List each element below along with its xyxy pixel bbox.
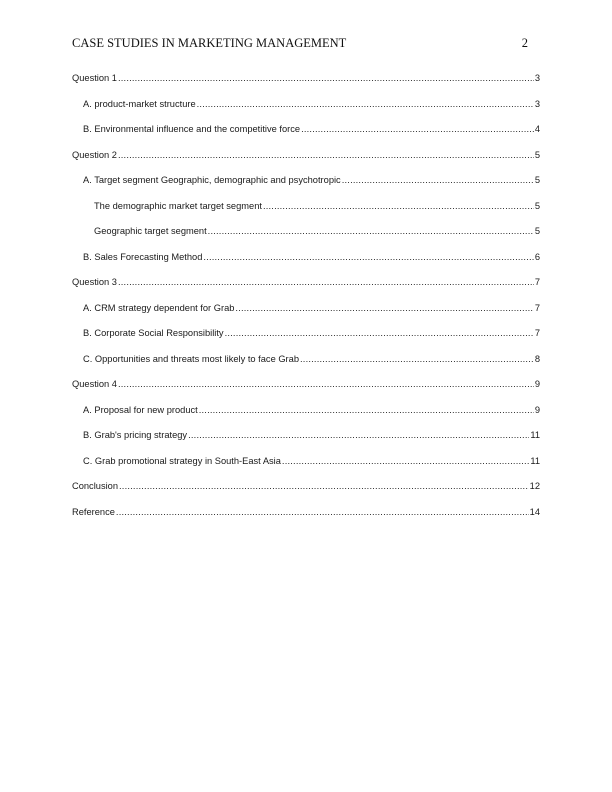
- toc-entry[interactable]: [72, 173, 540, 199]
- toc-entry-page: 5: [534, 226, 540, 236]
- toc-entry-page: 7: [534, 302, 540, 313]
- toc-entry[interactable]: [72, 403, 540, 429]
- dot-leader: [118, 71, 534, 85]
- dot-leader: [118, 148, 534, 162]
- page-number: 2: [521, 36, 528, 50]
- toc-entry-page: 12: [529, 481, 540, 491]
- toc-entry-page: 4: [534, 124, 540, 134]
- toc-entry-title: B. Grab's pricing strategy: [83, 430, 188, 440]
- toc-entry-title: Question 3: [72, 277, 117, 287]
- toc-entry-page: 5: [534, 175, 540, 185]
- dot-leader: [188, 428, 529, 442]
- toc-entry[interactable]: [72, 326, 540, 352]
- toc-entry-title: A. Target segment Geographic, demographic and psychotropic: [83, 175, 341, 185]
- toc-entry[interactable]: [72, 199, 540, 225]
- toc-entry-page: 7: [534, 277, 540, 287]
- toc-entry-page: 7: [534, 328, 540, 338]
- dot-leader: [118, 275, 534, 289]
- toc-entry-title: Conclusion: [72, 481, 118, 491]
- toc-entry-title: A. Proposal for new product: [83, 404, 198, 415]
- toc-entry-page: 5: [534, 200, 540, 211]
- toc-entry-title: Question 4: [72, 379, 117, 389]
- toc-entry-page: 14: [529, 506, 540, 517]
- toc-entry[interactable]: [72, 97, 540, 123]
- toc-entry-page: 11: [530, 430, 540, 440]
- toc-entry-title: Question 2: [72, 149, 117, 160]
- toc-entry-title: C. Grab promotional strategy in South-East Asia: [83, 455, 281, 466]
- toc-entry-page: 9: [534, 404, 540, 415]
- dot-leader: [197, 97, 534, 111]
- toc-entry[interactable]: [72, 224, 540, 250]
- table-of-contents: [72, 71, 540, 530]
- toc-entry[interactable]: [72, 479, 540, 505]
- toc-entry-title: C. Opportunities and threats most likely to face Grab: [83, 353, 299, 364]
- toc-entry-title: A. CRM strategy dependent for Grab: [83, 302, 235, 313]
- dot-leader: [301, 122, 534, 136]
- toc-entry[interactable]: [72, 428, 540, 454]
- toc-entry-page: 3: [534, 73, 540, 83]
- page-header: [72, 36, 528, 51]
- toc-entry[interactable]: [72, 352, 540, 378]
- toc-entry[interactable]: [72, 301, 540, 327]
- toc-entry-title: B. Sales Forecasting Method: [83, 251, 203, 262]
- dot-leader: [235, 301, 533, 315]
- toc-entry[interactable]: [72, 275, 540, 301]
- dot-leader: [199, 403, 534, 417]
- toc-entry-page: 9: [534, 379, 540, 389]
- dot-leader: [208, 224, 534, 238]
- toc-entry-title: Reference: [72, 506, 115, 517]
- toc-entry[interactable]: [72, 454, 540, 480]
- toc-entry-title: The demographic market target segment: [94, 200, 262, 211]
- toc-entry[interactable]: [72, 250, 540, 276]
- toc-entry[interactable]: [72, 148, 540, 174]
- toc-entry-title: Question 1: [72, 73, 117, 83]
- running-title: CASE STUDIES IN MARKETING MANAGEMENT: [72, 36, 347, 50]
- dot-leader: [119, 479, 529, 493]
- toc-entry-page: 6: [534, 251, 540, 262]
- dot-leader: [116, 505, 529, 519]
- toc-entry-title: B. Corporate Social Responsibility: [83, 328, 224, 338]
- toc-entry[interactable]: [72, 377, 540, 403]
- dot-leader: [282, 454, 529, 468]
- dot-leader: [203, 250, 533, 264]
- toc-entry-page: 8: [534, 353, 540, 364]
- toc-entry-title: Geographic target segment: [94, 226, 207, 236]
- dot-leader: [263, 199, 534, 213]
- toc-entry-page: 5: [534, 149, 540, 160]
- toc-entry-title: B. Environmental influence and the competitive force: [83, 124, 301, 134]
- toc-entry[interactable]: [72, 505, 540, 531]
- dot-leader: [300, 352, 534, 366]
- toc-entry-page: 11: [530, 455, 540, 466]
- dot-leader: [118, 377, 534, 391]
- toc-entry[interactable]: [72, 122, 540, 148]
- dot-leader: [225, 326, 534, 340]
- dot-leader: [342, 173, 534, 187]
- toc-entry-page: 3: [534, 98, 540, 109]
- toc-entry-title: A. product-market structure: [83, 98, 196, 109]
- toc-entry[interactable]: [72, 71, 540, 97]
